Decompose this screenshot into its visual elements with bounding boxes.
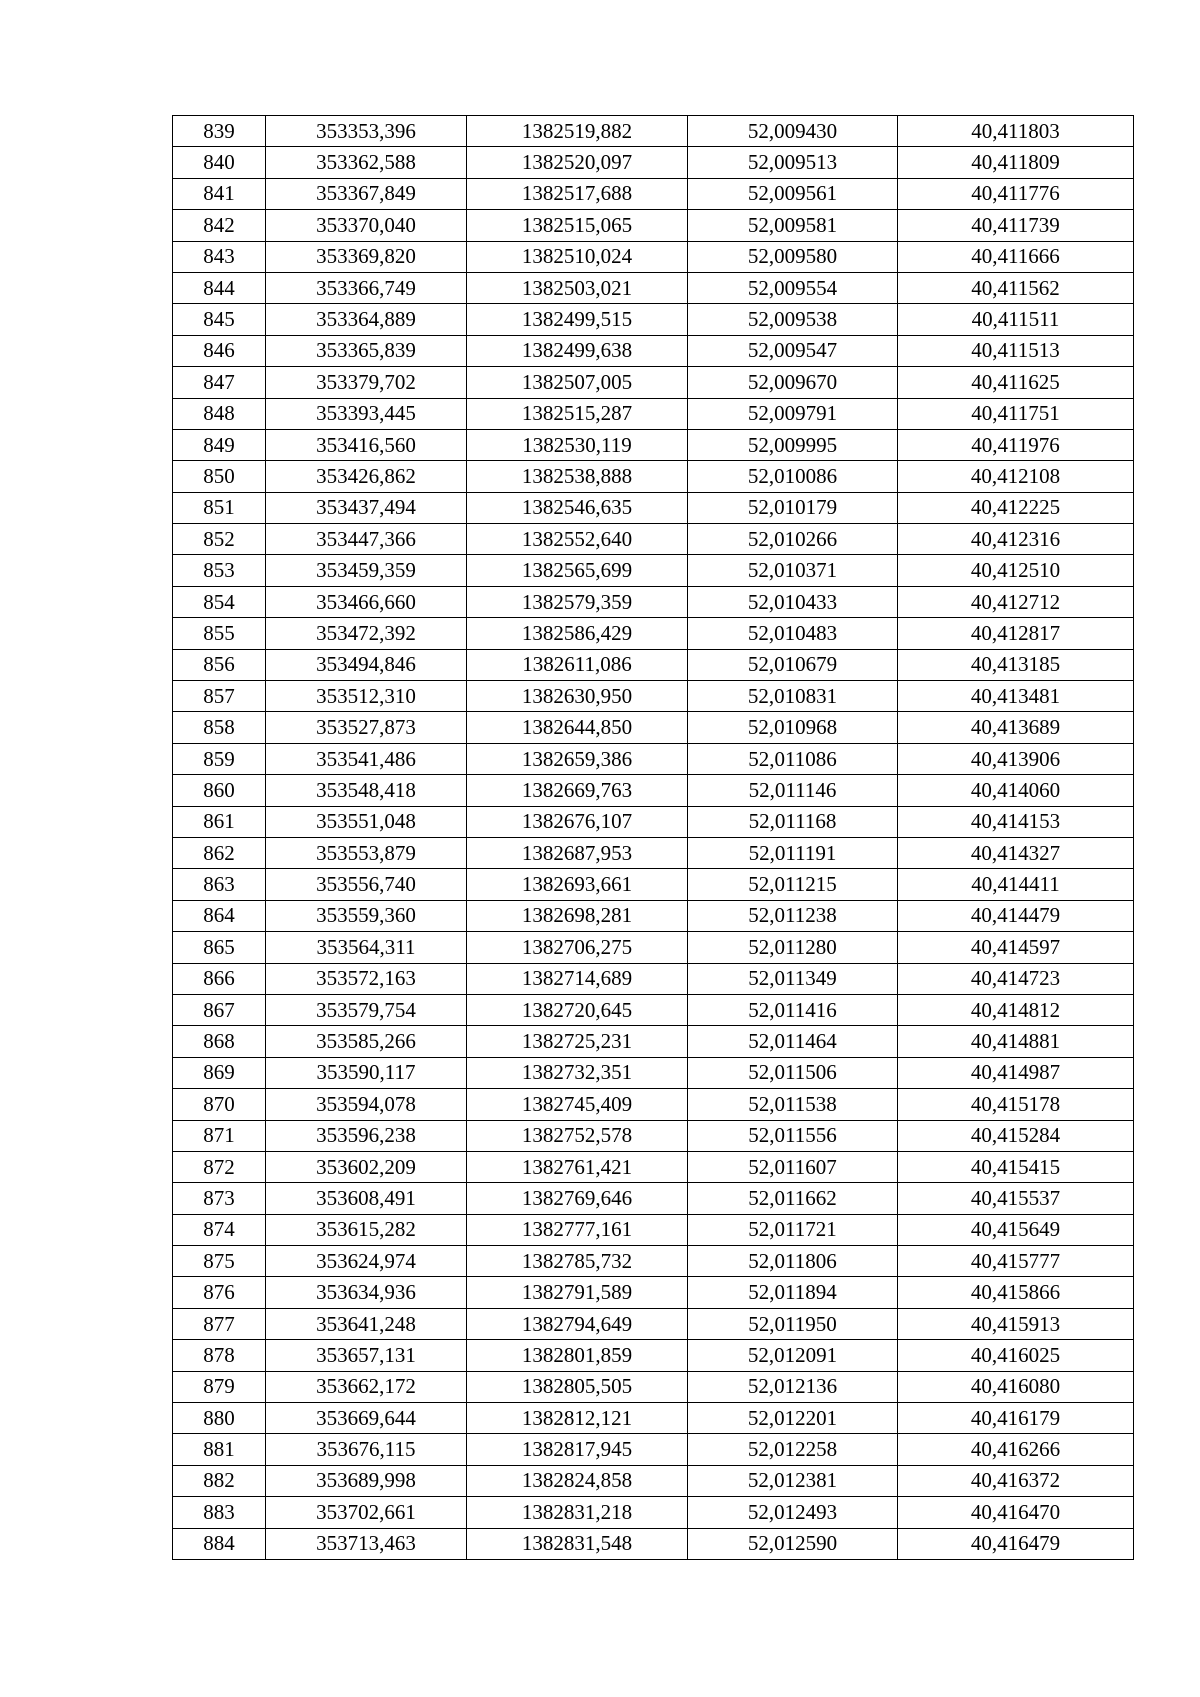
- point-number-cell: 864: [173, 900, 266, 931]
- x-coordinate-cell: 353364,889: [266, 304, 467, 335]
- x-coordinate-cell: 353494,846: [266, 649, 467, 680]
- table-row: [173, 837, 1134, 868]
- point-number-cell: 849: [173, 429, 266, 460]
- latitude-cell: 52,009513: [688, 147, 898, 178]
- longitude-cell: 40,414597: [898, 932, 1134, 963]
- y-coordinate-cell: 1382785,732: [467, 1246, 688, 1277]
- table-row: [173, 272, 1134, 303]
- longitude-cell: 40,413906: [898, 743, 1134, 774]
- point-number-cell: 847: [173, 367, 266, 398]
- table-row: [173, 618, 1134, 649]
- point-number-cell: 877: [173, 1308, 266, 1339]
- longitude-cell: 40,411803: [898, 116, 1134, 147]
- table-row: [173, 1183, 1134, 1214]
- x-coordinate-cell: 353437,494: [266, 492, 467, 523]
- longitude-cell: 40,415649: [898, 1214, 1134, 1245]
- x-coordinate-cell: 353669,644: [266, 1403, 467, 1434]
- x-coordinate-cell: 353548,418: [266, 775, 467, 806]
- longitude-cell: 40,411666: [898, 241, 1134, 272]
- point-number-cell: 870: [173, 1089, 266, 1120]
- x-coordinate-cell: 353447,366: [266, 524, 467, 555]
- y-coordinate-cell: 1382676,107: [467, 806, 688, 837]
- y-coordinate-cell: 1382520,097: [467, 147, 688, 178]
- point-number-cell: 865: [173, 932, 266, 963]
- x-coordinate-cell: 353553,879: [266, 837, 467, 868]
- latitude-cell: 52,011721: [688, 1214, 898, 1245]
- table-row: [173, 869, 1134, 900]
- point-number-cell: 843: [173, 241, 266, 272]
- y-coordinate-cell: 1382761,421: [467, 1151, 688, 1182]
- latitude-cell: 52,011894: [688, 1277, 898, 1308]
- y-coordinate-cell: 1382499,638: [467, 335, 688, 366]
- x-coordinate-cell: 353527,873: [266, 712, 467, 743]
- y-coordinate-cell: 1382791,589: [467, 1277, 688, 1308]
- point-number-cell: 883: [173, 1497, 266, 1528]
- latitude-cell: 52,010483: [688, 618, 898, 649]
- point-number-cell: 871: [173, 1120, 266, 1151]
- point-number-cell: 851: [173, 492, 266, 523]
- longitude-cell: 40,414987: [898, 1057, 1134, 1088]
- y-coordinate-cell: 1382507,005: [467, 367, 688, 398]
- y-coordinate-cell: 1382817,945: [467, 1434, 688, 1465]
- point-number-cell: 881: [173, 1434, 266, 1465]
- longitude-cell: 40,411513: [898, 335, 1134, 366]
- latitude-cell: 52,012091: [688, 1340, 898, 1371]
- y-coordinate-cell: 1382693,661: [467, 869, 688, 900]
- latitude-cell: 52,011416: [688, 994, 898, 1025]
- table-row: [173, 900, 1134, 931]
- y-coordinate-cell: 1382644,850: [467, 712, 688, 743]
- longitude-cell: 40,411976: [898, 429, 1134, 460]
- table-row: [173, 806, 1134, 837]
- table-row: [173, 116, 1134, 147]
- y-coordinate-cell: 1382538,888: [467, 461, 688, 492]
- latitude-cell: 52,011146: [688, 775, 898, 806]
- point-number-cell: 882: [173, 1465, 266, 1496]
- latitude-cell: 52,011168: [688, 806, 898, 837]
- x-coordinate-cell: 353556,740: [266, 869, 467, 900]
- table-row: [173, 1371, 1134, 1402]
- table-row: [173, 492, 1134, 523]
- y-coordinate-cell: 1382687,953: [467, 837, 688, 868]
- point-number-cell: 857: [173, 681, 266, 712]
- point-number-cell: 858: [173, 712, 266, 743]
- y-coordinate-cell: 1382769,646: [467, 1183, 688, 1214]
- latitude-cell: 52,009538: [688, 304, 898, 335]
- longitude-cell: 40,412510: [898, 555, 1134, 586]
- y-coordinate-cell: 1382669,763: [467, 775, 688, 806]
- table-row: [173, 994, 1134, 1025]
- point-number-cell: 860: [173, 775, 266, 806]
- latitude-cell: 52,012590: [688, 1528, 898, 1559]
- x-coordinate-cell: 353608,491: [266, 1183, 467, 1214]
- y-coordinate-cell: 1382530,119: [467, 429, 688, 460]
- table-row: [173, 743, 1134, 774]
- longitude-cell: 40,416025: [898, 1340, 1134, 1371]
- longitude-cell: 40,414881: [898, 1026, 1134, 1057]
- x-coordinate-cell: 353657,131: [266, 1340, 467, 1371]
- x-coordinate-cell: 353459,359: [266, 555, 467, 586]
- latitude-cell: 52,009430: [688, 116, 898, 147]
- x-coordinate-cell: 353676,115: [266, 1434, 467, 1465]
- table-row: [173, 963, 1134, 994]
- latitude-cell: 52,009547: [688, 335, 898, 366]
- table-row: [173, 1057, 1134, 1088]
- x-coordinate-cell: 353369,820: [266, 241, 467, 272]
- point-number-cell: 859: [173, 743, 266, 774]
- table-row: [173, 367, 1134, 398]
- point-number-cell: 869: [173, 1057, 266, 1088]
- table-row: [173, 1151, 1134, 1182]
- longitude-cell: 40,416470: [898, 1497, 1134, 1528]
- x-coordinate-cell: 353370,040: [266, 210, 467, 241]
- x-coordinate-cell: 353689,998: [266, 1465, 467, 1496]
- x-coordinate-cell: 353602,209: [266, 1151, 467, 1182]
- y-coordinate-cell: 1382517,688: [467, 178, 688, 209]
- longitude-cell: 40,415913: [898, 1308, 1134, 1339]
- table-row: [173, 1434, 1134, 1465]
- point-number-cell: 876: [173, 1277, 266, 1308]
- latitude-cell: 52,011280: [688, 932, 898, 963]
- y-coordinate-cell: 1382794,649: [467, 1308, 688, 1339]
- point-number-cell: 855: [173, 618, 266, 649]
- point-number-cell: 846: [173, 335, 266, 366]
- x-coordinate-cell: 353572,163: [266, 963, 467, 994]
- point-number-cell: 884: [173, 1528, 266, 1559]
- x-coordinate-cell: 353579,754: [266, 994, 467, 1025]
- table-row: [173, 1465, 1134, 1496]
- point-number-cell: 856: [173, 649, 266, 680]
- table-row: [173, 1308, 1134, 1339]
- latitude-cell: 52,010086: [688, 461, 898, 492]
- longitude-cell: 40,411739: [898, 210, 1134, 241]
- point-number-cell: 878: [173, 1340, 266, 1371]
- latitude-cell: 52,012201: [688, 1403, 898, 1434]
- longitude-cell: 40,416179: [898, 1403, 1134, 1434]
- latitude-cell: 52,009580: [688, 241, 898, 272]
- x-coordinate-cell: 353585,266: [266, 1026, 467, 1057]
- x-coordinate-cell: 353353,396: [266, 116, 467, 147]
- x-coordinate-cell: 353662,172: [266, 1371, 467, 1402]
- x-coordinate-cell: 353702,661: [266, 1497, 467, 1528]
- point-number-cell: 841: [173, 178, 266, 209]
- table-row: [173, 586, 1134, 617]
- y-coordinate-cell: 1382812,121: [467, 1403, 688, 1434]
- point-number-cell: 872: [173, 1151, 266, 1182]
- x-coordinate-cell: 353641,248: [266, 1308, 467, 1339]
- longitude-cell: 40,414153: [898, 806, 1134, 837]
- longitude-cell: 40,414812: [898, 994, 1134, 1025]
- x-coordinate-cell: 353551,048: [266, 806, 467, 837]
- longitude-cell: 40,414060: [898, 775, 1134, 806]
- longitude-cell: 40,411751: [898, 398, 1134, 429]
- x-coordinate-cell: 353559,360: [266, 900, 467, 931]
- longitude-cell: 40,411511: [898, 304, 1134, 335]
- table-row: [173, 1089, 1134, 1120]
- longitude-cell: 40,413185: [898, 649, 1134, 680]
- latitude-cell: 52,009554: [688, 272, 898, 303]
- table-row: [173, 210, 1134, 241]
- longitude-cell: 40,411776: [898, 178, 1134, 209]
- y-coordinate-cell: 1382611,086: [467, 649, 688, 680]
- latitude-cell: 52,012381: [688, 1465, 898, 1496]
- longitude-cell: 40,414723: [898, 963, 1134, 994]
- longitude-cell: 40,415777: [898, 1246, 1134, 1277]
- x-coordinate-cell: 353596,238: [266, 1120, 467, 1151]
- x-coordinate-cell: 353416,560: [266, 429, 467, 460]
- latitude-cell: 52,010433: [688, 586, 898, 617]
- point-number-cell: 866: [173, 963, 266, 994]
- latitude-cell: 52,012258: [688, 1434, 898, 1465]
- latitude-cell: 52,011538: [688, 1089, 898, 1120]
- longitude-cell: 40,412316: [898, 524, 1134, 555]
- point-number-cell: 840: [173, 147, 266, 178]
- latitude-cell: 52,011950: [688, 1308, 898, 1339]
- x-coordinate-cell: 353393,445: [266, 398, 467, 429]
- x-coordinate-cell: 353466,660: [266, 586, 467, 617]
- table-row: [173, 681, 1134, 712]
- y-coordinate-cell: 1382552,640: [467, 524, 688, 555]
- latitude-cell: 52,009581: [688, 210, 898, 241]
- latitude-cell: 52,011806: [688, 1246, 898, 1277]
- x-coordinate-cell: 353426,862: [266, 461, 467, 492]
- y-coordinate-cell: 1382745,409: [467, 1089, 688, 1120]
- latitude-cell: 52,009561: [688, 178, 898, 209]
- longitude-cell: 40,412817: [898, 618, 1134, 649]
- latitude-cell: 52,010179: [688, 492, 898, 523]
- y-coordinate-cell: 1382659,386: [467, 743, 688, 774]
- table-row: [173, 1528, 1134, 1559]
- x-coordinate-cell: 353472,392: [266, 618, 467, 649]
- y-coordinate-cell: 1382510,024: [467, 241, 688, 272]
- x-coordinate-cell: 353594,078: [266, 1089, 467, 1120]
- longitude-cell: 40,413689: [898, 712, 1134, 743]
- y-coordinate-cell: 1382499,515: [467, 304, 688, 335]
- table-row: [173, 932, 1134, 963]
- x-coordinate-cell: 353590,117: [266, 1057, 467, 1088]
- y-coordinate-cell: 1382546,635: [467, 492, 688, 523]
- x-coordinate-cell: 353512,310: [266, 681, 467, 712]
- y-coordinate-cell: 1382565,699: [467, 555, 688, 586]
- table-row: [173, 524, 1134, 555]
- y-coordinate-cell: 1382714,689: [467, 963, 688, 994]
- table-row: [173, 147, 1134, 178]
- table-row: [173, 1403, 1134, 1434]
- point-number-cell: 842: [173, 210, 266, 241]
- x-coordinate-cell: 353362,588: [266, 147, 467, 178]
- x-coordinate-cell: 353634,936: [266, 1277, 467, 1308]
- table-row: [173, 241, 1134, 272]
- longitude-cell: 40,414327: [898, 837, 1134, 868]
- longitude-cell: 40,411809: [898, 147, 1134, 178]
- latitude-cell: 52,011086: [688, 743, 898, 774]
- longitude-cell: 40,415284: [898, 1120, 1134, 1151]
- latitude-cell: 52,012136: [688, 1371, 898, 1402]
- latitude-cell: 52,010371: [688, 555, 898, 586]
- point-number-cell: 875: [173, 1246, 266, 1277]
- table-row: [173, 1497, 1134, 1528]
- y-coordinate-cell: 1382515,287: [467, 398, 688, 429]
- x-coordinate-cell: 353541,486: [266, 743, 467, 774]
- latitude-cell: 52,011464: [688, 1026, 898, 1057]
- point-number-cell: 880: [173, 1403, 266, 1434]
- point-number-cell: 874: [173, 1214, 266, 1245]
- x-coordinate-cell: 353367,849: [266, 178, 467, 209]
- y-coordinate-cell: 1382831,218: [467, 1497, 688, 1528]
- y-coordinate-cell: 1382805,505: [467, 1371, 688, 1402]
- y-coordinate-cell: 1382732,351: [467, 1057, 688, 1088]
- longitude-cell: 40,416479: [898, 1528, 1134, 1559]
- table-row: [173, 649, 1134, 680]
- y-coordinate-cell: 1382586,429: [467, 618, 688, 649]
- latitude-cell: 52,011607: [688, 1151, 898, 1182]
- y-coordinate-cell: 1382824,858: [467, 1465, 688, 1496]
- point-number-cell: 863: [173, 869, 266, 900]
- point-number-cell: 844: [173, 272, 266, 303]
- latitude-cell: 52,011238: [688, 900, 898, 931]
- y-coordinate-cell: 1382752,578: [467, 1120, 688, 1151]
- longitude-cell: 40,415537: [898, 1183, 1134, 1214]
- y-coordinate-cell: 1382777,161: [467, 1214, 688, 1245]
- point-number-cell: 854: [173, 586, 266, 617]
- y-coordinate-cell: 1382630,950: [467, 681, 688, 712]
- table-row: [173, 775, 1134, 806]
- point-number-cell: 852: [173, 524, 266, 555]
- y-coordinate-cell: 1382831,548: [467, 1528, 688, 1559]
- latitude-cell: 52,010968: [688, 712, 898, 743]
- x-coordinate-cell: 353564,311: [266, 932, 467, 963]
- latitude-cell: 52,011215: [688, 869, 898, 900]
- latitude-cell: 52,009670: [688, 367, 898, 398]
- table-row: [173, 429, 1134, 460]
- latitude-cell: 52,011506: [688, 1057, 898, 1088]
- x-coordinate-cell: 353713,463: [266, 1528, 467, 1559]
- longitude-cell: 40,412108: [898, 461, 1134, 492]
- table-row: [173, 1120, 1134, 1151]
- y-coordinate-cell: 1382706,275: [467, 932, 688, 963]
- table-row: [173, 178, 1134, 209]
- x-coordinate-cell: 353365,839: [266, 335, 467, 366]
- latitude-cell: 52,011191: [688, 837, 898, 868]
- point-number-cell: 879: [173, 1371, 266, 1402]
- point-number-cell: 861: [173, 806, 266, 837]
- latitude-cell: 52,012493: [688, 1497, 898, 1528]
- table-row: [173, 304, 1134, 335]
- table-row: [173, 555, 1134, 586]
- latitude-cell: 52,011662: [688, 1183, 898, 1214]
- longitude-cell: 40,415415: [898, 1151, 1134, 1182]
- coordinates-table-body: [173, 116, 1134, 1560]
- point-number-cell: 845: [173, 304, 266, 335]
- point-number-cell: 862: [173, 837, 266, 868]
- x-coordinate-cell: 353615,282: [266, 1214, 467, 1245]
- point-number-cell: 839: [173, 116, 266, 147]
- y-coordinate-cell: 1382579,359: [467, 586, 688, 617]
- longitude-cell: 40,414479: [898, 900, 1134, 931]
- latitude-cell: 52,011349: [688, 963, 898, 994]
- point-number-cell: 850: [173, 461, 266, 492]
- longitude-cell: 40,415866: [898, 1277, 1134, 1308]
- point-number-cell: 873: [173, 1183, 266, 1214]
- y-coordinate-cell: 1382515,065: [467, 210, 688, 241]
- y-coordinate-cell: 1382698,281: [467, 900, 688, 931]
- longitude-cell: 40,411625: [898, 367, 1134, 398]
- y-coordinate-cell: 1382801,859: [467, 1340, 688, 1371]
- table-row: [173, 1246, 1134, 1277]
- latitude-cell: 52,010831: [688, 681, 898, 712]
- longitude-cell: 40,412225: [898, 492, 1134, 523]
- latitude-cell: 52,010679: [688, 649, 898, 680]
- longitude-cell: 40,416372: [898, 1465, 1134, 1496]
- longitude-cell: 40,414411: [898, 869, 1134, 900]
- table-row: [173, 1214, 1134, 1245]
- point-number-cell: 867: [173, 994, 266, 1025]
- x-coordinate-cell: 353366,749: [266, 272, 467, 303]
- table-row: [173, 1026, 1134, 1057]
- longitude-cell: 40,416080: [898, 1371, 1134, 1402]
- point-number-cell: 848: [173, 398, 266, 429]
- point-number-cell: 853: [173, 555, 266, 586]
- table-row: [173, 1340, 1134, 1371]
- latitude-cell: 52,009791: [688, 398, 898, 429]
- latitude-cell: 52,009995: [688, 429, 898, 460]
- longitude-cell: 40,415178: [898, 1089, 1134, 1120]
- longitude-cell: 40,411562: [898, 272, 1134, 303]
- y-coordinate-cell: 1382503,021: [467, 272, 688, 303]
- coordinates-table: [172, 115, 1134, 1560]
- y-coordinate-cell: 1382720,645: [467, 994, 688, 1025]
- longitude-cell: 40,416266: [898, 1434, 1134, 1465]
- table-row: [173, 712, 1134, 743]
- latitude-cell: 52,010266: [688, 524, 898, 555]
- x-coordinate-cell: 353624,974: [266, 1246, 467, 1277]
- x-coordinate-cell: 353379,702: [266, 367, 467, 398]
- point-number-cell: 868: [173, 1026, 266, 1057]
- longitude-cell: 40,413481: [898, 681, 1134, 712]
- table-row: [173, 398, 1134, 429]
- longitude-cell: 40,412712: [898, 586, 1134, 617]
- table-row: [173, 461, 1134, 492]
- y-coordinate-cell: 1382519,882: [467, 116, 688, 147]
- table-row: [173, 1277, 1134, 1308]
- y-coordinate-cell: 1382725,231: [467, 1026, 688, 1057]
- table-row: [173, 335, 1134, 366]
- latitude-cell: 52,011556: [688, 1120, 898, 1151]
